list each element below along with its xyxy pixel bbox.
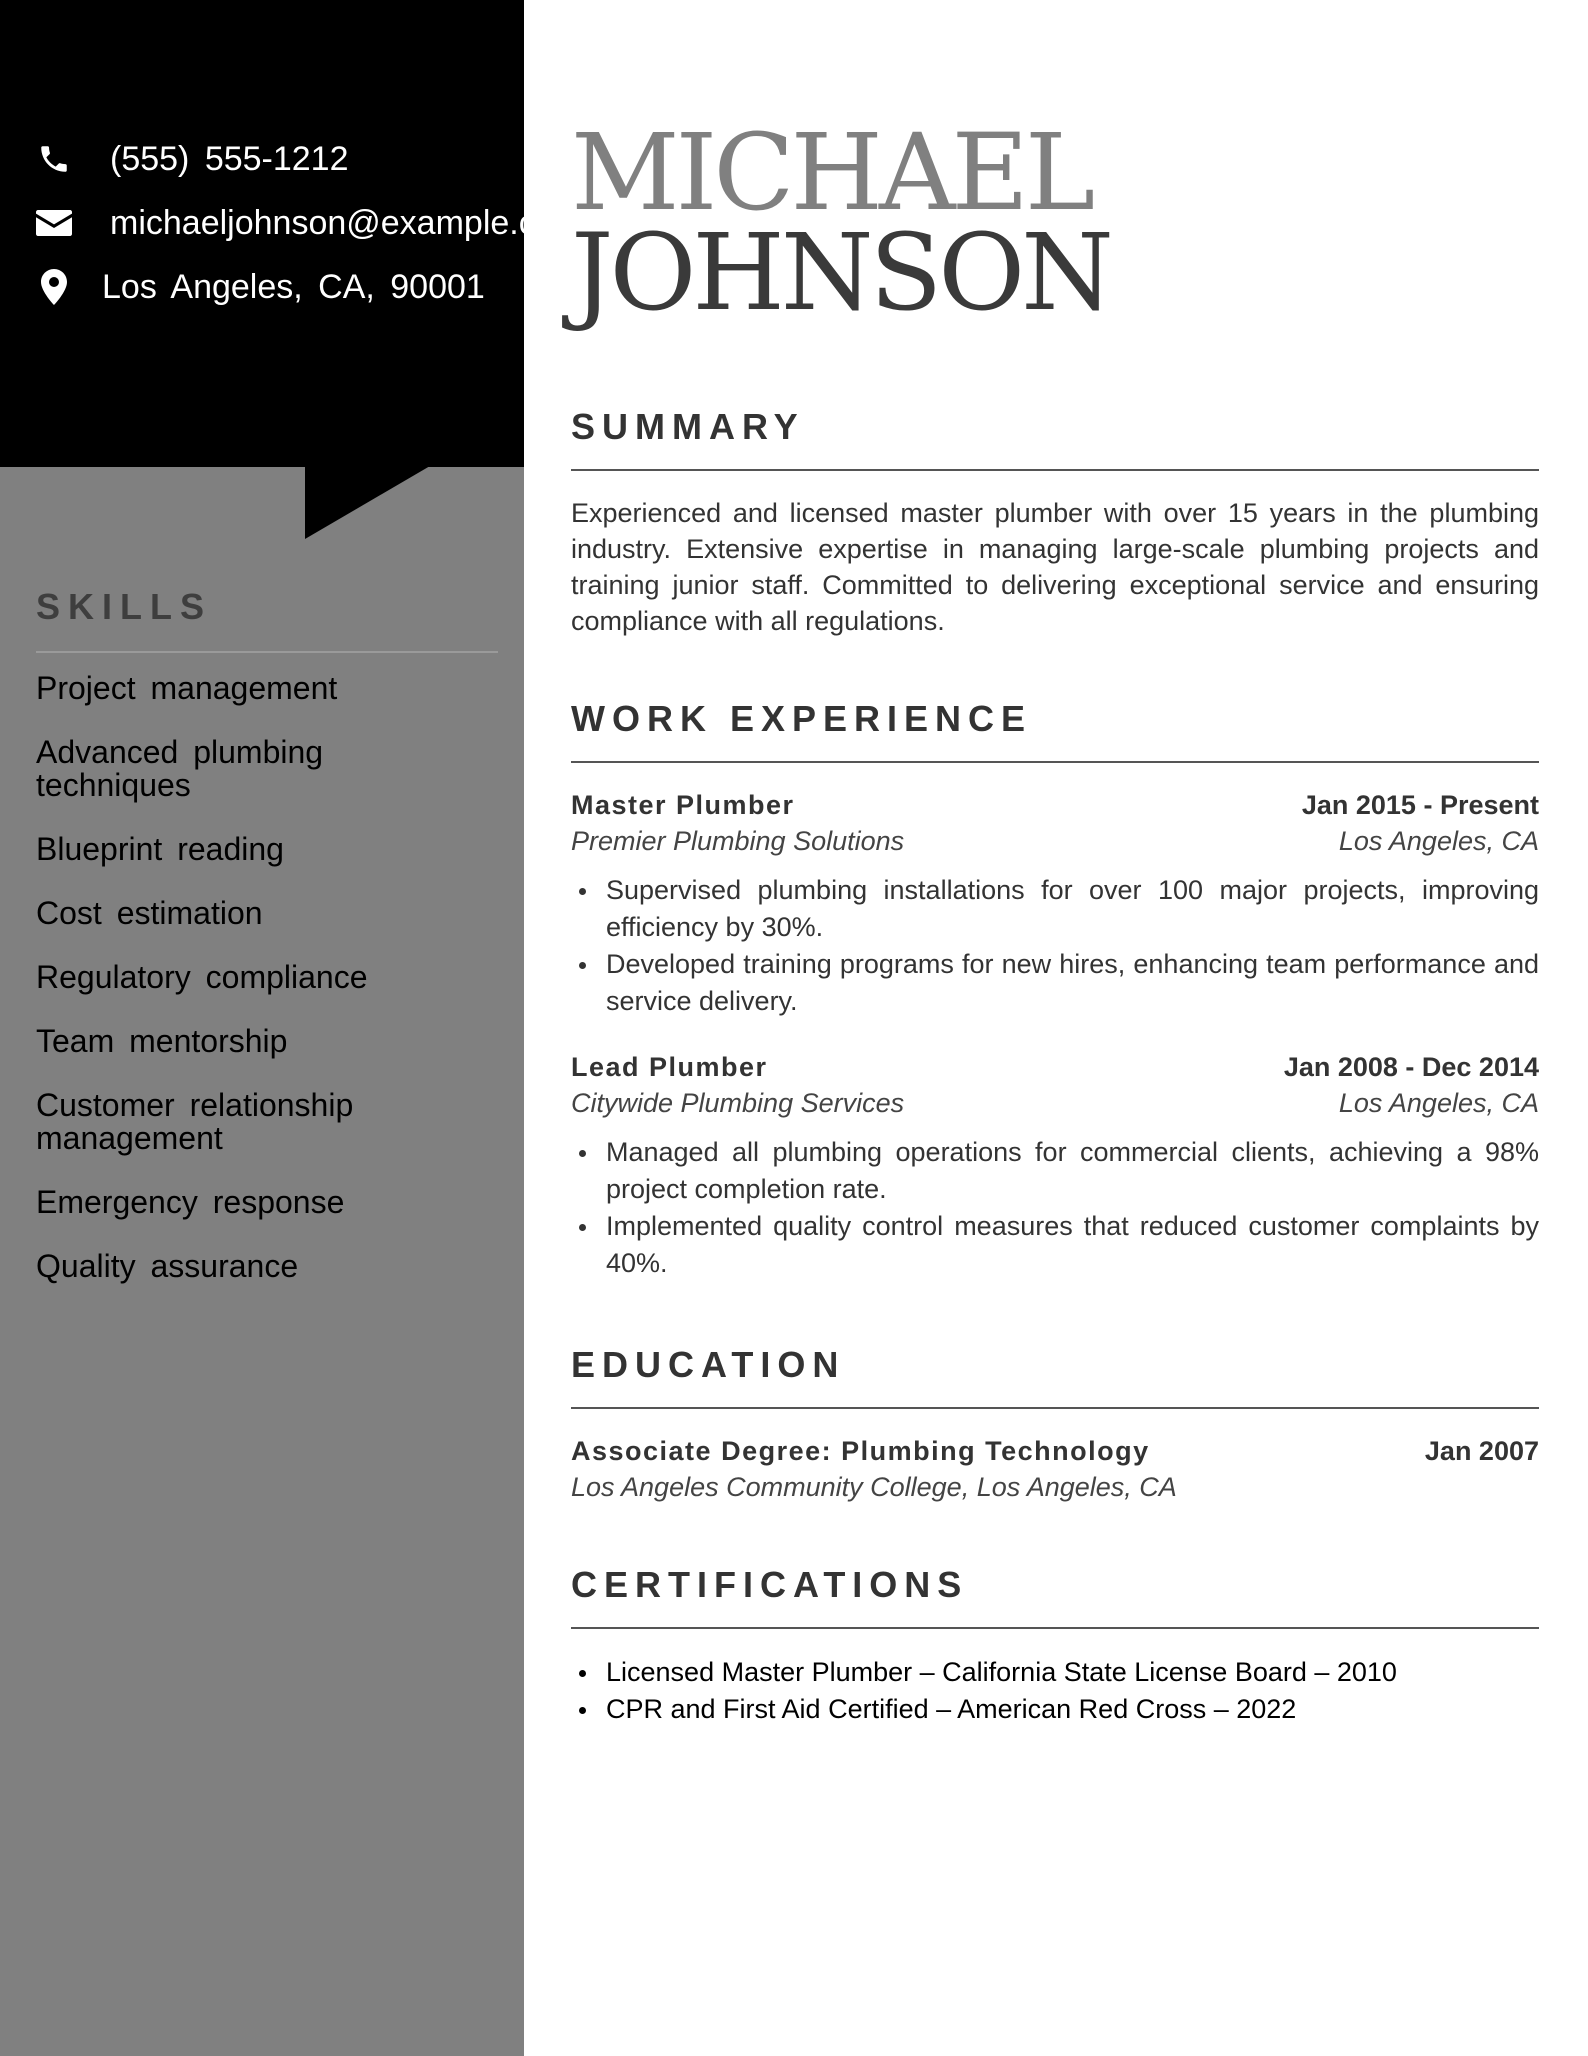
job-header [571, 1052, 1539, 1083]
sidebar [0, 0, 583, 2056]
phone-number: (555) 555-1212 [110, 139, 349, 178]
experience-heading: WORK EXPERIENCE [571, 698, 1033, 739]
map-pin-icon [34, 267, 74, 307]
education-header [571, 1436, 1539, 1467]
job-location: Los Angeles, CA [1338, 1088, 1539, 1118]
skill-item: Regulatory compliance [36, 959, 368, 995]
last-name: JOHNSON [571, 211, 1110, 334]
certifications-divider [571, 1627, 1539, 1629]
location-text: Los Angeles, CA, 90001 [102, 267, 485, 306]
contact-email[interactable] [34, 201, 583, 245]
degree-date: Jan 2007 [1424, 1436, 1539, 1466]
experience-divider [571, 761, 1539, 763]
phone-icon [34, 139, 74, 179]
skill-item: Project management [36, 670, 338, 706]
contact-phone[interactable] [34, 137, 349, 181]
skill-item: Advanced plumbing techniques [36, 734, 324, 803]
job-bullet: Implemented quality control measures that reduced customer complaints by 40%. [606, 1208, 1539, 1282]
certification-item: Licensed Master Plumber – California State License Board – 2010 [606, 1654, 1539, 1691]
job-bullet: Developed training programs for new hires, enhancing team performance and service delivery. [606, 946, 1539, 1020]
skill-item: Blueprint reading [36, 831, 284, 867]
education-heading: EDUCATION [571, 1344, 846, 1385]
first-name: MICHAEL [571, 111, 1092, 234]
skills-heading: SKILLS [36, 586, 213, 627]
job-title: Lead Plumber [571, 1052, 768, 1082]
summary-divider [571, 469, 1539, 471]
certification-item: CPR and First Aid Certified – American Red Cross – 2022 [606, 1691, 1539, 1728]
education-subheader [571, 1472, 1539, 1503]
job-subheader [571, 1088, 1539, 1119]
job-company: Premier Plumbing Solutions [571, 826, 905, 856]
skill-item: Team mentorship [36, 1023, 288, 1059]
summary-text: Experienced and licensed master plumber with over 15 years in the plumbing industry. Extensive expertise in managing large-scale plumbing projects and training junior staff. Committed to delivering exceptional service and ensuring compliance with all regulations. [571, 498, 1539, 636]
contact-block [0, 0, 583, 467]
job-title: Master Plumber [571, 790, 795, 820]
job-bullet: Managed all plumbing operations for commercial clients, achieving a 98% project completion rate. [606, 1134, 1539, 1208]
certifications-heading: CERTIFICATIONS [571, 1564, 969, 1605]
skill-item: Quality assurance [36, 1248, 299, 1284]
job-dates: Jan 2008 - Dec 2014 [1283, 1052, 1539, 1082]
school-name: Los Angeles Community College, Los Angeles, CA [571, 1472, 1177, 1502]
degree-title: Associate Degree: Plumbing Technology [571, 1436, 1150, 1466]
skills-list [36, 672, 476, 1314]
contact-block-notch [0, 466, 524, 541]
certifications-list [571, 1654, 1539, 1728]
summary-heading: SUMMARY [571, 406, 805, 447]
job-subheader [571, 826, 1539, 857]
contact-location [34, 265, 485, 309]
education-divider [571, 1407, 1539, 1409]
skills-divider [36, 651, 498, 653]
job-header [571, 790, 1539, 821]
job-company: Citywide Plumbing Services [571, 1088, 905, 1118]
skill-item: Cost estimation [36, 895, 263, 931]
skill-item: Emergency response [36, 1184, 345, 1220]
job-bullet: Supervised plumbing installations for over 100 major projects, improving efficiency by 30%. [606, 872, 1539, 946]
skill-item: Customer relationship management [36, 1087, 354, 1156]
job-location: Los Angeles, CA [1338, 826, 1539, 856]
email-address: michaeljohnson@example.com [110, 203, 583, 242]
job-bullets [571, 1134, 1539, 1282]
envelope-icon [34, 203, 74, 243]
job-dates: Jan 2015 - Present [1301, 790, 1539, 820]
job-bullets [571, 872, 1539, 1020]
